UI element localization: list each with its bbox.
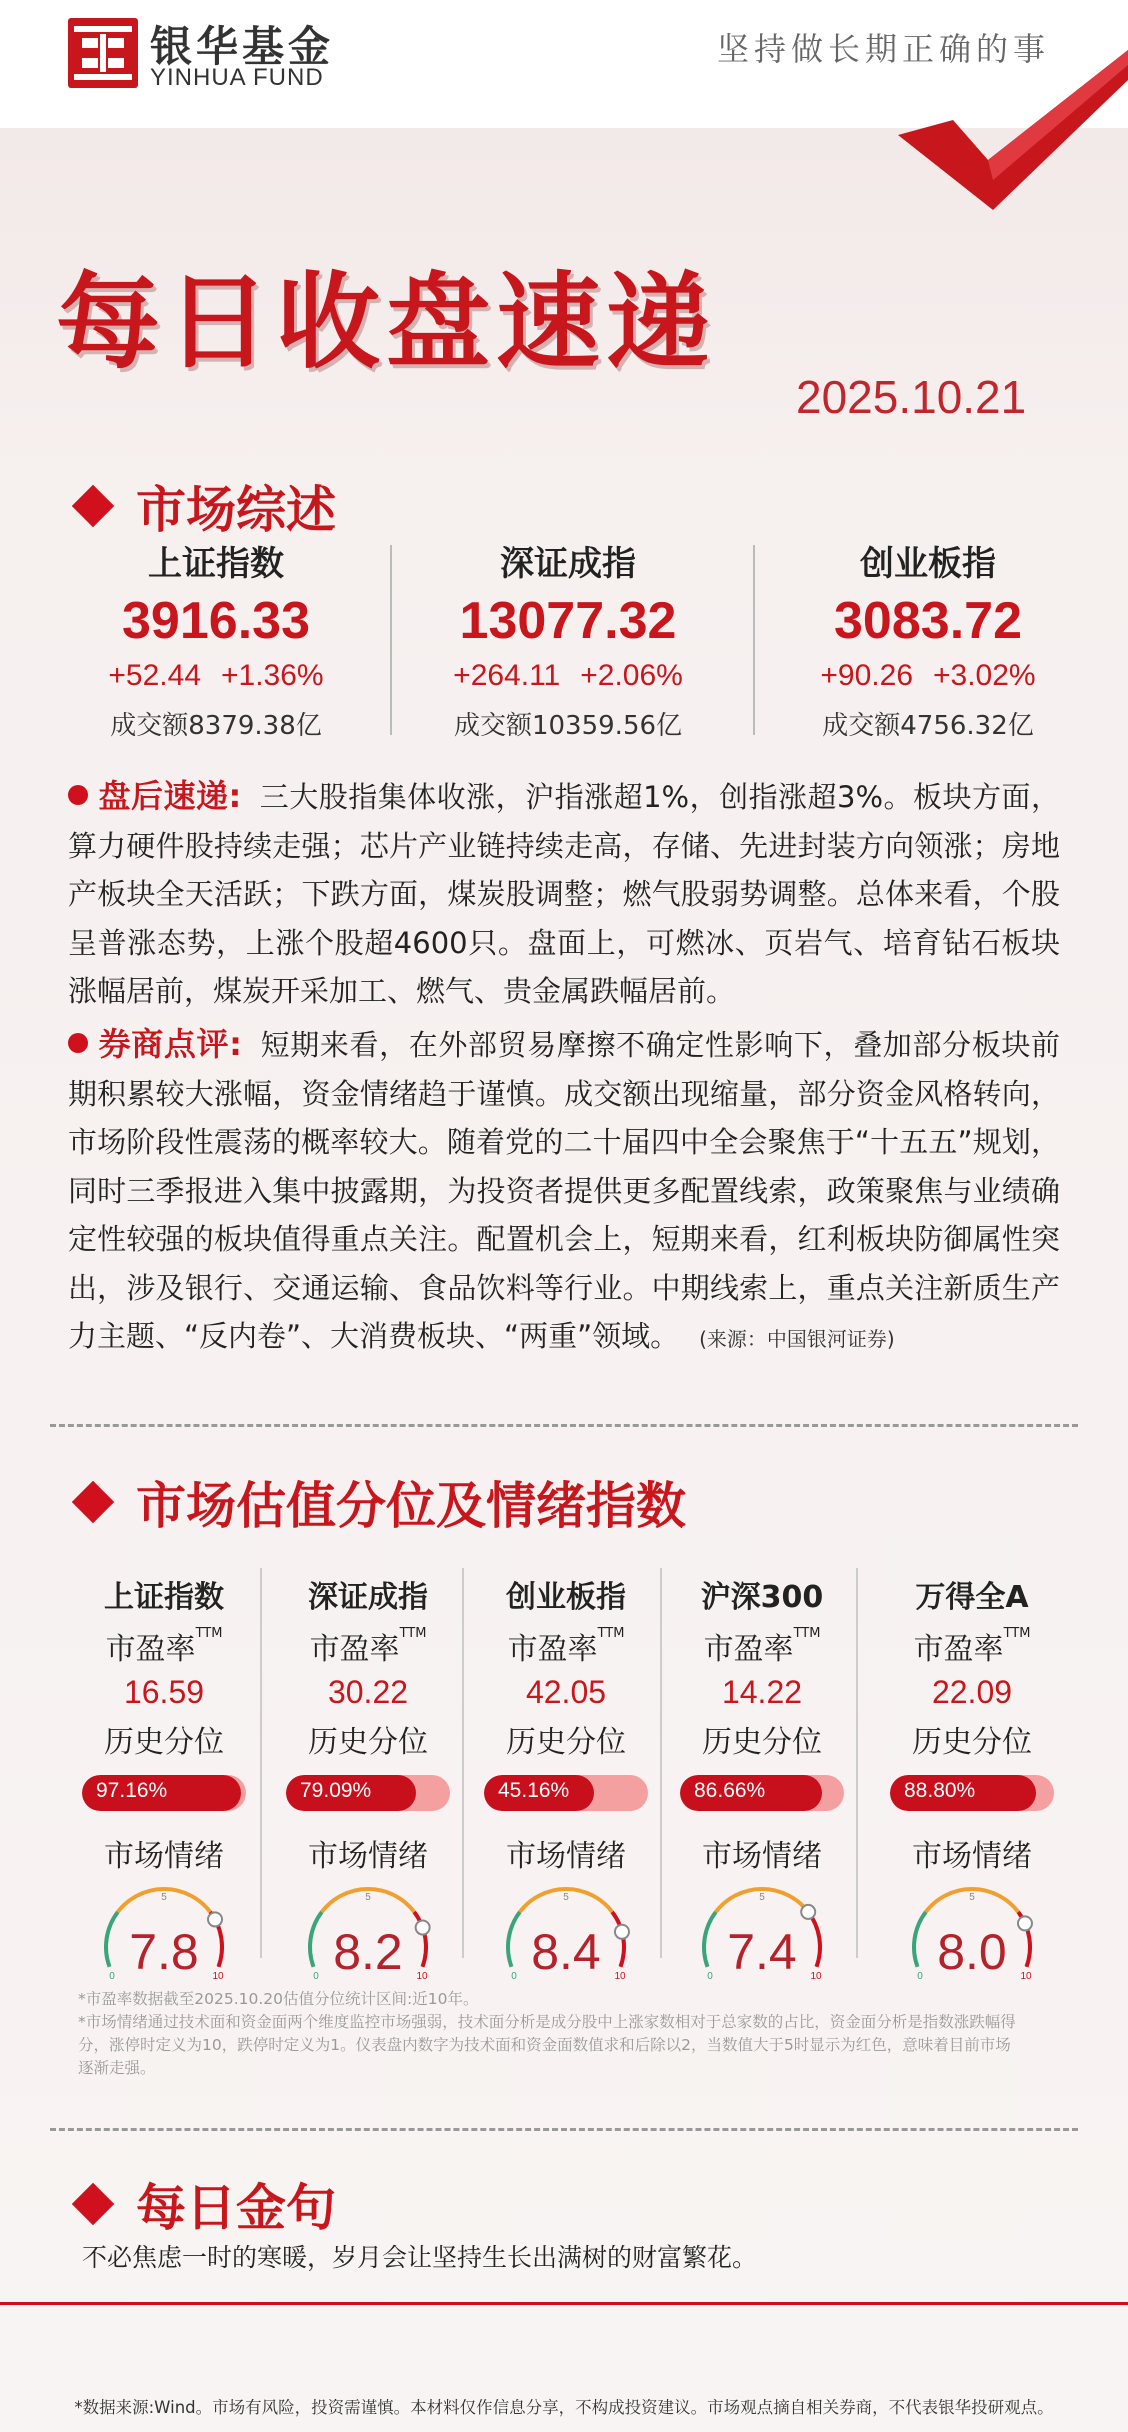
paragraph-label: 券商点评: (98, 1025, 242, 1063)
percentile-text: 86.66% (694, 1779, 766, 1802)
index-name: 创业板指 (860, 544, 996, 584)
index-card (66, 536, 366, 742)
valuation-index-name: 创业板指 (506, 1580, 626, 1615)
index-card (778, 536, 1078, 742)
index-name: 深证成指 (500, 544, 636, 584)
sentiment-label: 市场情绪 (702, 1839, 822, 1874)
gauge-mid-label: 5 (759, 1892, 765, 1903)
pe-value: 16.59 (123, 1674, 205, 1710)
gauge-knob (1018, 1916, 1032, 1930)
section-header-daily-quote (68, 2168, 336, 2240)
diamond-icon (72, 1481, 114, 1523)
column-divider (660, 1568, 662, 1958)
sentiment-gauge (288, 1883, 448, 1987)
pe-value: 22.09 (931, 1674, 1013, 1710)
pe-label: 市盈率$^{TTM}$ (913, 1626, 1031, 1667)
paragraph-text: 三大股指集体收涨，沪指涨超1%，创指涨超3%。板块方面，算力硬件股持续走强；芯片产业链持续走高，存储、先进封装方向领涨；房地产板块全天活跃；下跌方面，煤炭股调整；燃气股弱势调整。总体来看，个股呈普涨态势，上涨个股超4600只。盘面上，可燃冰、页岩气、培育钻石板块涨幅居前，煤炭开采加工、燃气、贵金属跌幅居前。 (68, 780, 1060, 1008)
daily-quote-text: 不必焦虑一时的寒暖，岁月会让坚持生长出满树的财富繁花。 (82, 2243, 758, 2272)
diamond-icon (72, 2183, 114, 2225)
section-title: 市场综述 (136, 481, 336, 539)
index-volume: 成交额4756.32亿 (822, 711, 1034, 741)
sentiment-value: 7.8 (129, 1924, 199, 1980)
sentiment-value: 8.2 (333, 1924, 403, 1980)
gauge-knob (208, 1912, 222, 1926)
diamond-icon (72, 485, 114, 527)
sentiment-gauge (84, 1883, 244, 1987)
index-change: +264.11 +2.06% (453, 659, 683, 692)
gauge-min-label: 0 (917, 1971, 923, 1982)
gauge-arc-green (310, 1912, 322, 1967)
footnote: *市盈率数据截至2025.10.20估值分位统计区间:近10年。 (78, 1990, 479, 2008)
index-change: +52.44 +1.36% (108, 659, 324, 692)
section-title: 市场估值分位及情绪指数 (136, 1477, 686, 1535)
column-divider (462, 1568, 464, 1958)
percentile-text: 88.80% (904, 1779, 976, 1802)
pe-label: 市盈率$^{TTM}$ (703, 1626, 821, 1667)
divider (390, 545, 392, 735)
gauge-min-label: 0 (313, 1971, 319, 1982)
index-change: +90.26 +3.02% (820, 659, 1036, 692)
sentiment-gauge (486, 1883, 646, 1987)
hist-label: 历史分位 (308, 1725, 428, 1760)
paragraph-label: 盘后速递: (98, 777, 242, 815)
index-value: 13077.32 (459, 592, 677, 650)
pe-value: 42.05 (525, 1674, 607, 1710)
gauge-max-label: 10 (212, 1971, 224, 1982)
hist-label: 历史分位 (702, 1725, 822, 1760)
hist-label: 历史分位 (912, 1725, 1032, 1760)
gauge-knob (801, 1905, 815, 1919)
gauge-min-label: 0 (511, 1971, 517, 1982)
gauge-min-label: 0 (707, 1971, 713, 1982)
gauge-mid-label: 5 (563, 1892, 569, 1903)
red-divider (0, 2302, 1128, 2305)
gauge-max-label: 10 (1020, 1971, 1032, 1982)
gauge-max-label: 10 (614, 1971, 626, 1982)
index-card (418, 536, 718, 742)
sentiment-label: 市场情绪 (308, 1839, 428, 1874)
valuation-card (672, 1572, 852, 1987)
yinhua-logo-icon (68, 18, 138, 88)
valuation-index-name: 沪深300 (700, 1580, 824, 1615)
percentile-bar (82, 1775, 246, 1811)
pe-value: 30.22 (327, 1674, 409, 1710)
valuation-card (882, 1572, 1062, 1987)
valuation-index-name: 上证指数 (104, 1580, 224, 1615)
valuation-index-name: 深证成指 (308, 1580, 428, 1615)
hist-label: 历史分位 (506, 1725, 626, 1760)
page-title: 每日收盘速递 (56, 261, 717, 383)
paragraph-text: 短期来看，在外部贸易摩擦不确定性影响下，叠加部分板块前期积累较大涨幅，资金情绪趋于谨慎。成交额出现缩量，部分资金风格转向，市场阶段性震荡的概率较大。随着党的二十届四中全会聚焦于“十五五”规划，同时三季报进入集中披露期，为投资者提供更多配置线索，政策聚焦与业绩确定性较强的板块值得重点关注。配置机会上，短期来看，红利板块防御属性突出，涉及银行、交通运输、食品饮料等行业。中期线索上，重点关注新质生产力主题、“反内卷”、大消费板块、“两重”领域。 (68, 1028, 1060, 1353)
valuation-card (278, 1572, 458, 1987)
divider (753, 545, 755, 735)
pe-label: 市盈率$^{TTM}$ (507, 1626, 625, 1667)
index-volume: 成交额8379.38亿 (110, 711, 322, 741)
valuation-card (74, 1572, 254, 1987)
sentiment-value: 7.4 (727, 1924, 797, 1980)
gauge-min-label: 0 (109, 1971, 115, 1982)
pe-value: 14.22 (721, 1674, 803, 1710)
sentiment-label: 市场情绪 (506, 1839, 626, 1874)
sentiment-label: 市场情绪 (912, 1839, 1032, 1874)
dashed-divider (50, 1424, 1078, 1427)
pe-label: 市盈率$^{TTM}$ (309, 1626, 427, 1667)
section-header-valuation (68, 1466, 686, 1538)
brand-name-cn: 银华基金 (150, 22, 335, 71)
gauge-max-label: 10 (416, 1971, 428, 1982)
gauge-mid-label: 5 (161, 1892, 167, 1903)
sentiment-label: 市场情绪 (104, 1839, 224, 1874)
percentile-bar (286, 1775, 450, 1811)
percentile-bar (484, 1775, 648, 1811)
gauge-knob (416, 1921, 430, 1935)
valuation-index-name: 万得全A (915, 1580, 1029, 1615)
hist-label: 历史分位 (104, 1725, 224, 1760)
percentile-text: 97.16% (96, 1779, 168, 1802)
index-value: 3916.33 (122, 592, 310, 650)
gauge-mid-label: 5 (365, 1892, 371, 1903)
valuation-card (476, 1572, 656, 1987)
percentile-bar (890, 1775, 1054, 1811)
sentiment-value: 8.0 (937, 1924, 1007, 1980)
red-check-icon (898, 40, 1128, 210)
index-name: 上证指数 (148, 544, 284, 584)
index-volume: 成交额10359.56亿 (453, 711, 683, 741)
percentile-bar (680, 1775, 844, 1811)
sentiment-gauge (892, 1883, 1052, 1987)
source-note: (来源：中国银河证券) (699, 1327, 895, 1351)
index-value: 3083.72 (834, 592, 1022, 650)
disclaimer: *数据来源:Wind。市场有风险，投资需谨慎。本材料仅作信息分享，不构成投资建议。市场观点摘自相关券商，不代表银华投研观点。 (74, 2398, 1054, 2417)
after-close-paragraph (68, 772, 1060, 1016)
report-date: 2025.10.21 (796, 371, 1027, 423)
percentile-text: 79.09% (300, 1779, 372, 1802)
sentiment-gauge (682, 1883, 842, 1987)
bullet-dot-icon (68, 1033, 88, 1053)
footnotes (78, 1988, 1018, 2080)
bullet-dot-icon (68, 785, 88, 805)
brand-name-en: YINHUA FUND (150, 64, 324, 91)
column-divider (260, 1568, 262, 1958)
sentiment-value: 8.4 (531, 1924, 601, 1980)
broker-comment-paragraph (68, 1020, 1060, 1364)
gauge-arc-green (508, 1912, 520, 1967)
dashed-divider (50, 2128, 1078, 2131)
pe-label: 市盈率$^{TTM}$ (105, 1626, 223, 1667)
percentile-text: 45.16% (498, 1779, 570, 1802)
section-header-market-overview (68, 470, 336, 542)
gauge-arc-green (914, 1912, 926, 1967)
gauge-max-label: 10 (810, 1971, 822, 1982)
gauge-knob (615, 1925, 629, 1939)
brand-slogan: 坚持做长期正确的事 (716, 30, 1050, 68)
gauge-arc-green (106, 1912, 118, 1967)
gauge-arc-red (808, 1912, 820, 1967)
section-title: 每日金句 (136, 2179, 336, 2237)
footnote: *市场情绪通过技术面和资金面两个维度监控市场强弱，技术面分析是成分股中上涨家数相对于总家数的占比，资金面分析是指数涨跌幅得分，涨停时定义为10，跌停时定义为1。仪表盘内数字为技术面和资金面数值求和后除以2，当数值大于5时显示为红色，意味着目前市场逐渐走强。 (78, 2013, 1016, 2077)
column-divider (856, 1568, 858, 1958)
gauge-mid-label: 5 (969, 1892, 975, 1903)
gauge-arc-green (704, 1912, 716, 1967)
